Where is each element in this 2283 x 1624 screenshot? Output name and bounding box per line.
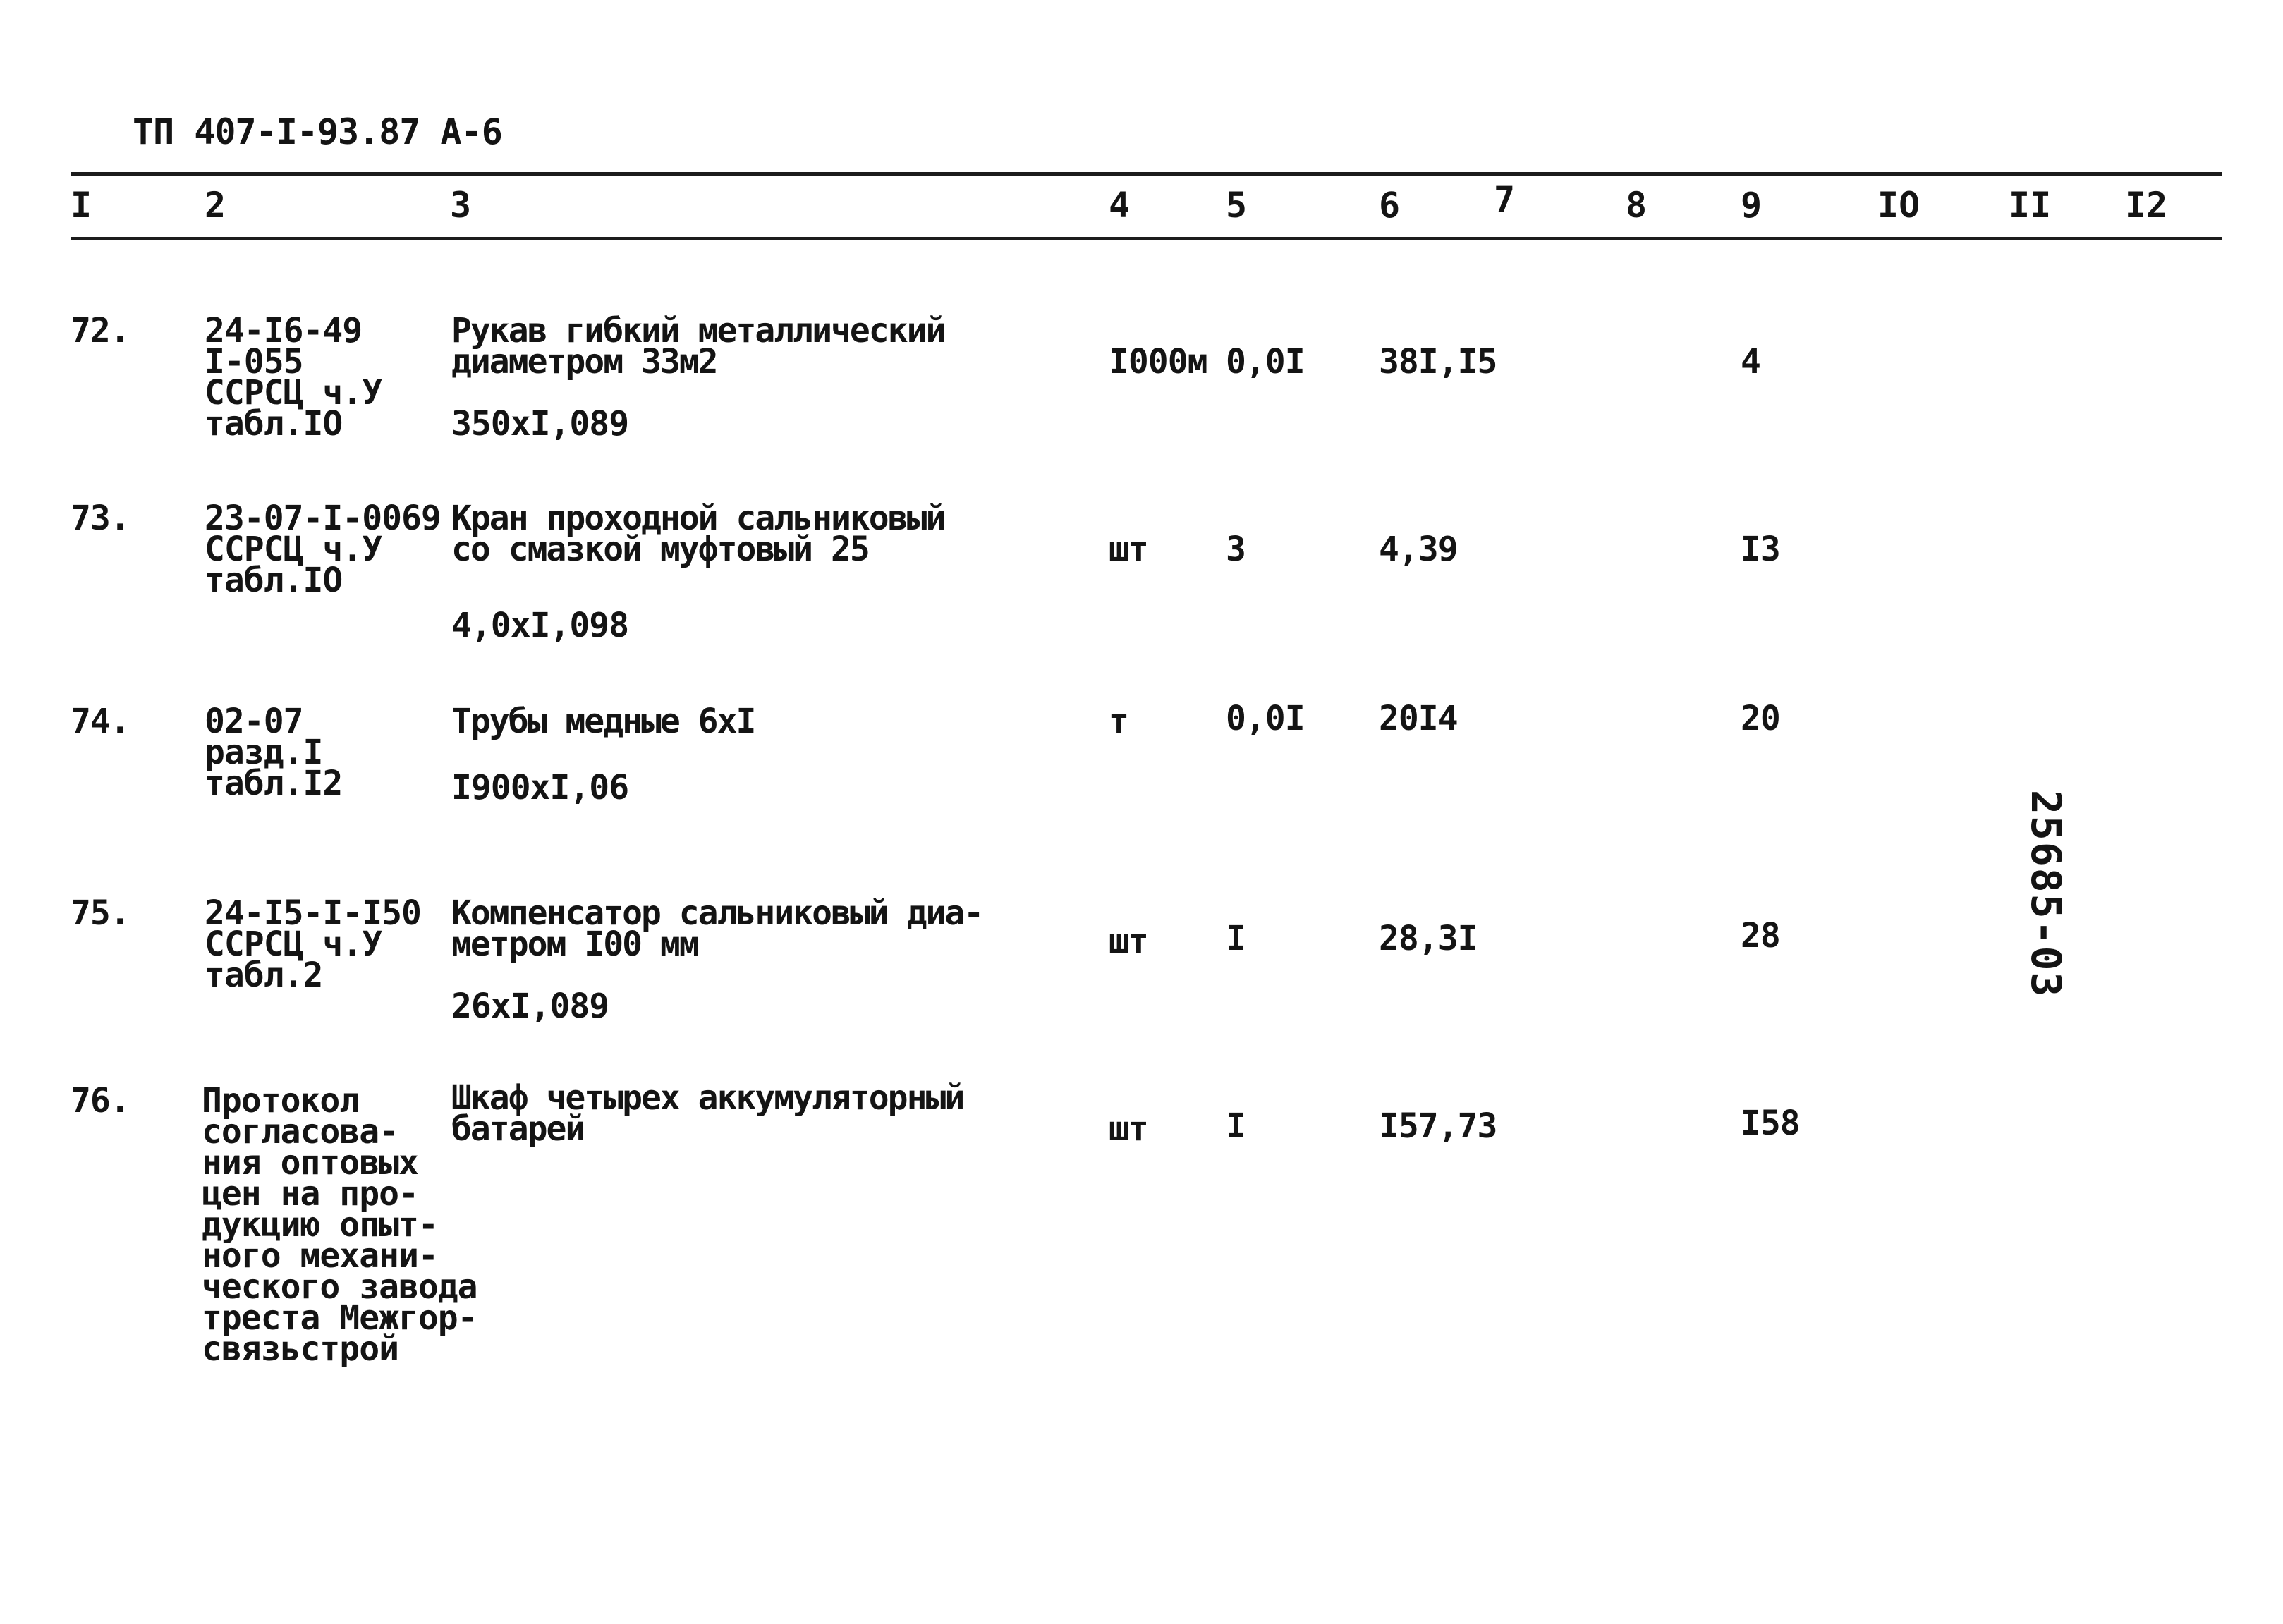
reference-code-line: табл.IO <box>205 404 343 444</box>
column-number-10: IO <box>1877 185 1920 226</box>
reference-code-line: ССРСЦ ч.У <box>205 373 382 413</box>
total-value: I3 <box>1741 530 1780 569</box>
total-value: 20 <box>1741 699 1780 738</box>
description-line: батарей <box>451 1109 585 1149</box>
reference-code-line: треста Межгор- <box>202 1298 477 1338</box>
reference-code-line: цен на про- <box>202 1174 418 1214</box>
reference-code-line: разд.I <box>205 733 323 772</box>
reference-code-line: ческого завода <box>202 1267 477 1307</box>
header-top-rule <box>71 172 2222 176</box>
calculation-formula: I900хI,06 <box>451 768 629 807</box>
total-value: I58 <box>1741 1104 1800 1143</box>
calculation-formula: 350хI,089 <box>451 404 629 444</box>
calculation-formula: 26хI,089 <box>451 987 609 1026</box>
row-number: 75. <box>71 893 130 933</box>
description-line: Кран проходной сальниковый <box>451 499 945 538</box>
reference-code-line: ССРСЦ ч.У <box>205 924 382 964</box>
reference-code-line: 24-I5-I-I50 <box>205 893 421 933</box>
description-line: Рукав гибкий металлический <box>451 311 945 350</box>
quantity-value: 3 <box>1226 530 1246 569</box>
unit-price-value: 28,3I <box>1379 919 1478 958</box>
reference-code-line: связьстрой <box>202 1329 398 1369</box>
unit-value: I000м <box>1109 342 1207 381</box>
column-number-8: 8 <box>1626 185 1648 226</box>
column-number-12: I2 <box>2125 185 2168 226</box>
reference-code-line: 23-07-I-0069 <box>205 499 441 538</box>
unit-value: шт <box>1109 530 1148 569</box>
quantity-value: 0,0I <box>1226 699 1305 738</box>
column-number-5: 5 <box>1226 185 1248 226</box>
reference-code-line: ного механи- <box>202 1236 438 1276</box>
reference-code-line: 02-07 <box>205 702 303 741</box>
column-number-7: 7 <box>1494 179 1516 220</box>
row-number: 74. <box>71 702 130 741</box>
column-number-6: 6 <box>1379 185 1401 226</box>
total-value: 28 <box>1741 916 1780 956</box>
reference-code-line: ния оптовых <box>202 1143 418 1183</box>
reference-code-line: I-055 <box>205 342 303 381</box>
quantity-value: I <box>1226 919 1246 958</box>
quantity-value: I <box>1226 1106 1246 1146</box>
document-code: ТП 407-I-93.87 А-6 <box>133 111 502 152</box>
quantity-value: 0,0I <box>1226 342 1305 381</box>
row-number: 72. <box>71 311 130 350</box>
column-number-1: I <box>71 185 92 226</box>
column-number-2: 2 <box>205 185 226 226</box>
description-line: Трубы медные 6хI <box>451 702 755 741</box>
column-number-11: II <box>2009 185 2052 226</box>
reference-code-line: 24-I6-49 <box>205 311 363 350</box>
reference-code-line: ССРСЦ ч.У <box>205 530 382 569</box>
column-number-9: 9 <box>1741 185 1763 226</box>
description-line: со смазкой муфтовый 25 <box>451 530 869 569</box>
reference-code-line: табл.2 <box>205 956 323 995</box>
reference-code-line: табл.I2 <box>205 764 343 803</box>
description-line: диаметром 33м2 <box>451 342 717 381</box>
unit-price-value: 20I4 <box>1379 699 1458 738</box>
reference-code-line: табл.IO <box>205 561 343 600</box>
unit-price-value: 38I,I5 <box>1379 342 1497 381</box>
reference-code-line: Протокол <box>202 1081 360 1121</box>
reference-code-line: согласова- <box>202 1112 398 1152</box>
archive-stamp-number: 25685-03 <box>2022 790 2070 999</box>
unit-value: т <box>1109 702 1128 741</box>
unit-value: шт <box>1109 922 1148 961</box>
unit-price-value: I57,73 <box>1379 1106 1497 1146</box>
header-bottom-rule <box>71 237 2222 240</box>
row-number: 76. <box>71 1081 130 1121</box>
description-line: Шкаф четырех аккумуляторный <box>451 1078 964 1118</box>
description-line: Компенсатор сальниковый диа- <box>451 893 983 933</box>
description-line: метром I00 мм <box>451 924 698 964</box>
reference-code-line: дукцию опыт- <box>202 1205 438 1245</box>
column-number-3: 3 <box>450 185 472 226</box>
calculation-formula: 4,0хI,098 <box>451 606 629 645</box>
total-value: 4 <box>1741 342 1760 381</box>
unit-price-value: 4,39 <box>1379 530 1458 569</box>
column-number-4: 4 <box>1109 185 1131 226</box>
unit-value: шт <box>1109 1109 1148 1149</box>
row-number: 73. <box>71 499 130 538</box>
